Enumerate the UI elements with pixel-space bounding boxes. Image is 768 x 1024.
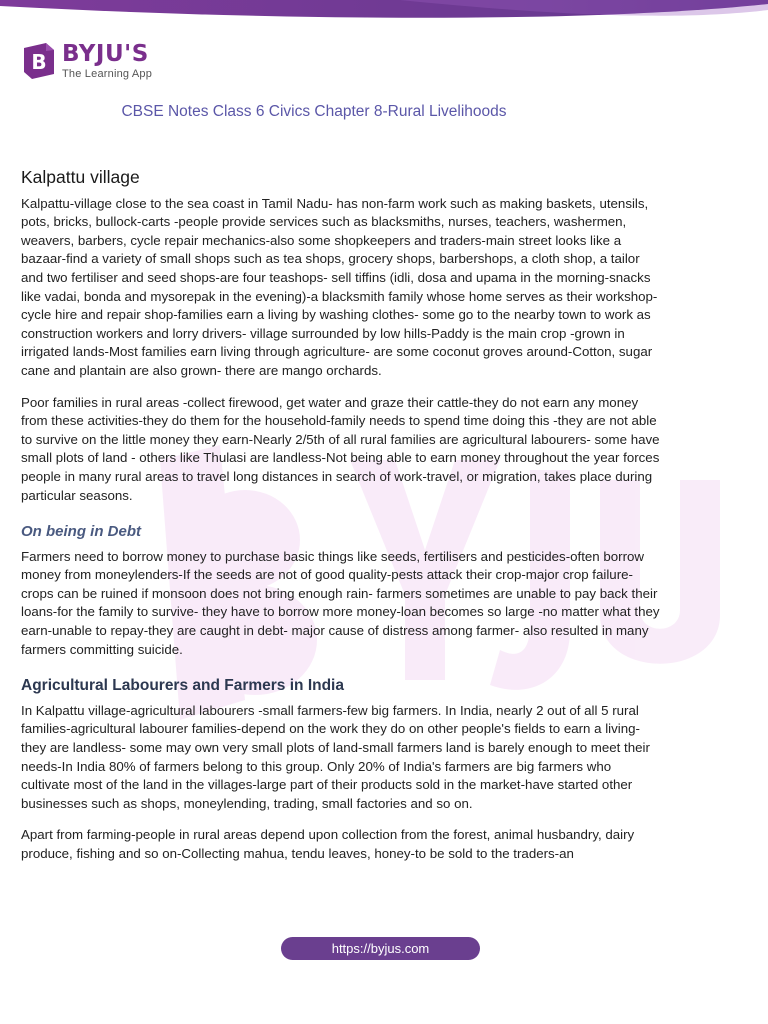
section-heading-kalpattu: Kalpattu village (21, 167, 140, 187)
byjus-logo-mark-icon (22, 42, 56, 80)
logo-tagline: The Learning App (62, 67, 153, 80)
notes-content (21, 168, 663, 877)
paragraph-kalpattu-2: Poor families in rural areas -collect firewood, get water and graze their cattle-they do not earn any money from these activities-they do them for the household-family needs to spend time doing this -they are not able to survive on the little money they earn-Nearly 2/5th of all rural families are agricultural labourers- some have small plots of land - others like Thulasi are landless-Not being able to earn money throughout the year forces people in many rural areas to travel long distances in search of work-travel, or migration, takes place during particular seasons. (21, 394, 660, 503)
document-title: CBSE Notes Class 6 Civics Chapter 8-Rural Livelihoods (121, 103, 507, 120)
logo-mark-letter: B (31, 50, 47, 74)
paragraph-labourers-1: In Kalpattu village-agricultural labourers -small farmers-few big farmers. In India, nearly 2 out of all 5 rural families-agricultural labourer families-depend on the work they do on other people's fields to earn a living-they are landless- some may own very small plots of land-small farmers land is barely enough to meet their needs-In India 80% of farmers belong to this group. Only 20% of India's farmers are big farmers who cultivate most of the land in the villages-large part of their products sold in the market-have started other businesses such as shops, moneylending, trading, small factories and so on. (21, 702, 650, 811)
paragraph-debt: Farmers need to borrow money to purchase basic things like seeds, fertilisers and pesticides-often borrow money from moneylenders-If the seeds are not of good quality-pests attack their crop-major crop failure-crops can be ruined if monsoon does not bring enough rain- farmers sometimes are unable to pay back their loans-for the family to survive- they have to borrow more money-loan becomes so large -no matter what they earn-unable to repay-they are caught in debt- major cause of distress among farmer- also resulted in many farmers committing suicide. (21, 548, 660, 657)
website-link[interactable]: https://byjus.com (281, 937, 480, 960)
top-decorative-band (0, 0, 768, 22)
paragraph-kalpattu-1: Kalpattu-village close to the sea coast in Tamil Nadu- has non-farm work such as making baskets, utensils, pots, bricks, bullock-carts -people provide services such as blacksmiths, nurses, teachers, washermen, weavers, barbers, cycle repair mechanics-also some shopkeepers and traders-main street looks like a bazaar-find a variety of small shops such as tea shops, grocery shops, barbershops, a cloth shop, a tailor and two fertiliser and seed shops-are four teashops- sell tiffins (idli, dosa and upama in the morning-snacks like vadai, bonda and mysorepak in the evening)-a blacksmith family whose home serves as their workshop-cycle hire and repair shop-families earn a living by washing clothes- some go to the nearby town to work as construction workers and lorry drivers- village surrounded by low hills-Paddy is the main crop -grown in irrigated lands-Most families earn living through agriculture- are some coconut groves around-Cotton, sugar cane and plantain are also grown- there are mango orchards. (21, 195, 658, 378)
paragraph-labourers-2: Apart from farming-people in rural areas depend upon collection from the forest, animal husbandry, dairy produce, fishing and so on-Collecting mahua, tendu leaves, honey-to be sold to the traders-an (21, 827, 635, 861)
section-heading-labourers: Agricultural Labourers and Farmers in India (21, 677, 344, 695)
byjus-logo[interactable] (22, 42, 152, 80)
logo-name: BYJU'S (62, 40, 149, 67)
section-heading-debt: On being in Debt (21, 523, 141, 541)
